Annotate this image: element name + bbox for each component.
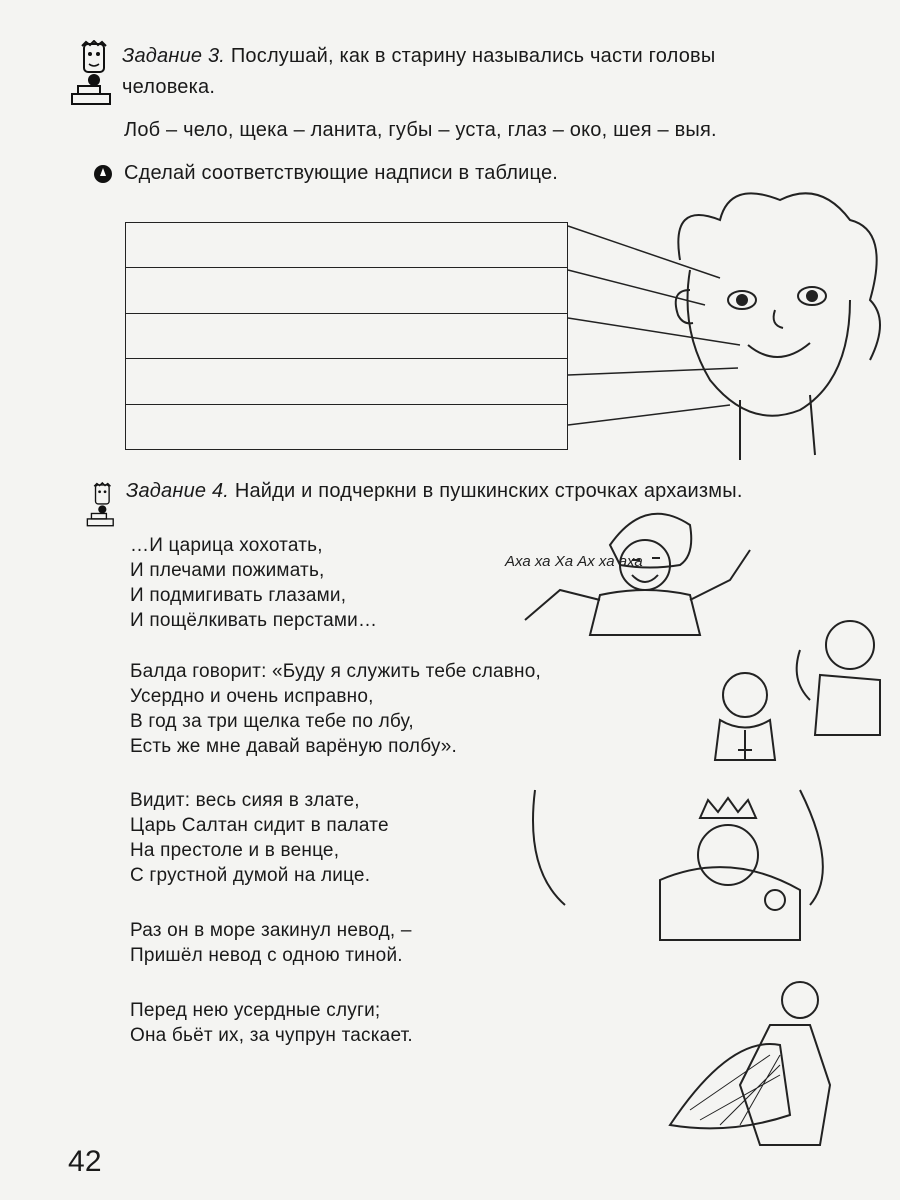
balda-priest-drawing [715, 621, 880, 760]
task3-heading [122, 45, 715, 68]
student-at-board-icon [70, 40, 120, 115]
poem-line: Раз он в море закинул невод, – [130, 920, 412, 941]
page-number: 42 [68, 1145, 102, 1178]
poem-line: Видит: весь сияя в злате, [130, 790, 360, 811]
task3-word-pairs: Лоб – чело, щека – ланита, губы – уста, глаз – око, шея – выя. [124, 119, 717, 141]
poem-line: Перед нею усердные слуги; [130, 1000, 381, 1021]
task4-label: Задание 4. [126, 480, 230, 502]
tsaritsa-drawing [525, 514, 750, 635]
answer-cell[interactable] [126, 404, 568, 449]
task4-text: Найди и подчеркни в пушкинских строчках архаизмы. [234, 480, 743, 502]
laugh-text: Аха ха Ха Ах ха аха [505, 553, 643, 570]
answer-table [125, 222, 568, 450]
poem-line: Она бьёт их, за чупрун таскает. [130, 1025, 413, 1046]
poem-line: Есть же мне давай варёную полбу». [130, 736, 458, 757]
poem-line: …И царица хохотать, [130, 535, 323, 556]
drop-bullet-icon [93, 164, 113, 189]
poem-line: С грустной думой на лице. [130, 865, 371, 886]
task3-text-line2: человека. [122, 76, 216, 98]
answer-cell[interactable] [126, 359, 568, 404]
poem-line: В год за три щелка тебе по лбу, [130, 711, 414, 732]
answer-cell[interactable] [126, 313, 568, 358]
poem-line: На престоле и в венце, [130, 840, 340, 861]
student-at-board-icon [86, 475, 120, 542]
poem-line: Усердно и очень исправно, [130, 686, 374, 707]
task3-instruction: Сделай соответствующие надписи в таблице. [124, 162, 559, 184]
pointer-lines [568, 226, 740, 425]
poem-line: Царь Салтан сидит в палате [130, 815, 389, 836]
fisherman-drawing [670, 982, 830, 1145]
task3-label: Задание 3. [122, 45, 226, 67]
poem-line: И подмигивать глазами, [130, 585, 347, 606]
poem-line: Балда говорит: «Буду я служить тебе славно, [130, 661, 541, 682]
answer-cell[interactable] [126, 223, 568, 268]
poem-line: И плечами пожимать, [130, 560, 325, 581]
poem-line: И пощёлкивать перстами… [130, 610, 378, 631]
poem-line: Пришёл невод с одною тиной. [130, 945, 403, 966]
boy-face-drawing [676, 193, 880, 460]
answer-cell[interactable] [126, 268, 568, 313]
tsar-saltan-drawing [533, 790, 823, 940]
task3-text: Послушай, как в старину назывались части головы [230, 45, 716, 67]
task4-heading [126, 480, 743, 503]
